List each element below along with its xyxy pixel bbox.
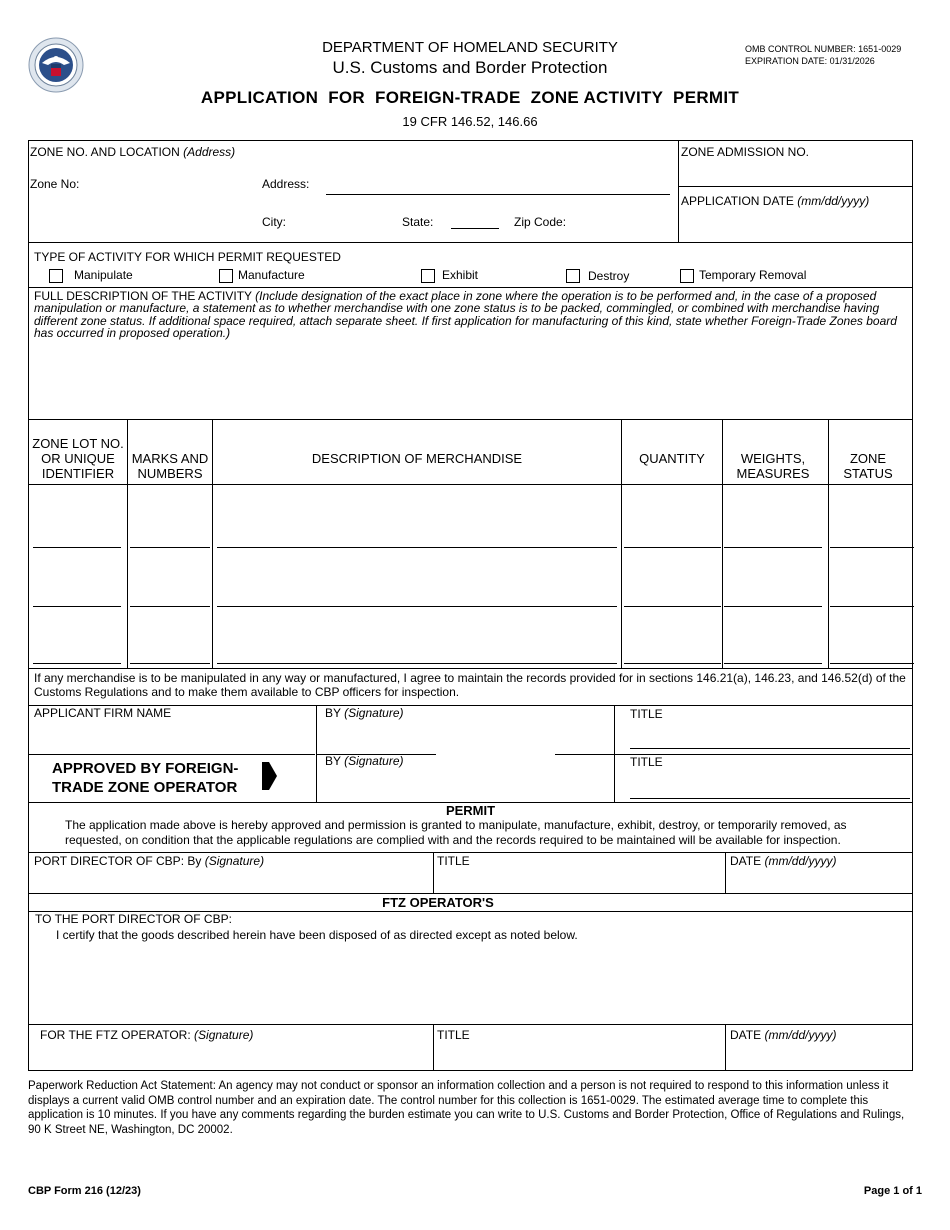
- expiration-date: EXPIRATION DATE: 01/31/2026: [745, 56, 875, 66]
- signature-hint: (Signature): [344, 754, 404, 768]
- divider-ftz-signature-top: [28, 1024, 913, 1025]
- activity-description-text: FULL DESCRIPTION OF THE ACTIVITY: [34, 289, 252, 303]
- frame-left: [28, 140, 29, 1071]
- ftz-title-label: TITLE: [437, 1028, 470, 1042]
- activity-type-label: TYPE OF ACTIVITY FOR WHICH PERMIT REQUESTED: [34, 250, 341, 264]
- applicant-firm-label: APPLICANT FIRM NAME: [34, 706, 172, 720]
- row3-quantity-field[interactable]: [624, 663, 721, 664]
- row3-status-field[interactable]: [830, 663, 914, 664]
- page-number: Page 1 of 1: [863, 1185, 922, 1197]
- arrow-right-icon: [260, 760, 278, 792]
- port-director-label: [34, 854, 264, 868]
- divider-table-top: [28, 419, 913, 420]
- row1-quantity-field[interactable]: [624, 547, 721, 548]
- row2-marks-field[interactable]: [130, 606, 210, 607]
- header-description: DESCRIPTION OF MERCHANDISE: [311, 451, 523, 466]
- checkbox-manipulate[interactable]: [49, 269, 63, 283]
- port-director-text: PORT DIRECTOR OF CBP: By: [34, 854, 202, 868]
- divider-agreement-top: [28, 668, 913, 669]
- activity-description-hint: (Include designation of the exact place in zone where the operation is to be performed and, in the case of a proposed manipulation or manufacture, a statement as to whether merchandise with one zone status is to be packed, commingled, or combined with merchandise having different zone status. If additional space required, attach separate sheet. If first application for manufacturing of this kind, state whether Foreign-Trade Zones board has occurred in proposed operation.): [34, 289, 897, 340]
- divider-activity-top: [28, 242, 913, 243]
- port-director-title-label: TITLE: [437, 854, 470, 868]
- permit-text: The application made above is hereby approved and permission is granted to manipulate, manufacture, exhibit, destroy, or temporarily removed, as requested, on condition that the applicable regulations are complied with and the records required to be maintained will be available for inspection.: [65, 818, 847, 847]
- table-col-divider: [828, 419, 829, 669]
- certify-statement: I certify that the goods described herein have been disposed of as directed except as noted below.: [56, 928, 578, 942]
- address-label: Address:: [262, 177, 310, 191]
- frame-top: [28, 140, 913, 141]
- date-hint: (mm/dd/yyyy): [764, 854, 837, 868]
- row1-weights-field[interactable]: [724, 547, 822, 548]
- applicant-firm-field[interactable]: [28, 754, 315, 755]
- divider-description-top: [28, 287, 913, 288]
- frame-bottom: [28, 1070, 913, 1071]
- signature-hint: (Signature): [204, 854, 265, 868]
- row2-description-field[interactable]: [217, 606, 617, 607]
- ftz-divider: [725, 1024, 726, 1071]
- operator-title-field[interactable]: [630, 798, 910, 799]
- zone-no-label: Zone No:: [30, 177, 80, 191]
- header-quantity: QUANTITY: [639, 451, 705, 466]
- date-hint: (mm/dd/yyyy): [764, 1028, 837, 1042]
- row1-description-field[interactable]: [217, 547, 617, 548]
- application-date-hint: (mm/dd/yyyy): [797, 194, 870, 208]
- application-date-label: [681, 194, 869, 208]
- checkbox-destroy[interactable]: [566, 269, 580, 283]
- cfr-reference: 19 CFR 146.52, 146.66: [402, 114, 538, 129]
- row2-weights-field[interactable]: [724, 606, 822, 607]
- address-field[interactable]: [326, 194, 670, 195]
- permit-divider: [433, 852, 434, 893]
- checkbox-exhibit[interactable]: [421, 269, 435, 283]
- ftz-operator-heading: FTZ OPERATOR'S: [382, 895, 494, 910]
- department-name: DEPARTMENT OF HOMELAND SECURITY: [322, 39, 618, 56]
- row3-description-field[interactable]: [217, 663, 617, 664]
- row1-zone-lot-field[interactable]: [33, 547, 121, 548]
- city-label: City:: [262, 215, 286, 229]
- row3-marks-field[interactable]: [130, 663, 210, 664]
- row3-weights-field[interactable]: [724, 663, 822, 664]
- records-agreement: If any merchandise is to be manipulated in any way or manufactured, I agree to maintain the records provided for in sections 146.21(a), 146.23, and 146.52(d) of the Customs Regulations and to make them available to CBP officers for inspection.: [34, 671, 906, 699]
- divider-port-director-top: [28, 852, 913, 853]
- zone-location-hint: (Address): [183, 145, 236, 159]
- applicant-title-label: TITLE: [630, 707, 663, 721]
- applicant-title-field[interactable]: [630, 748, 910, 749]
- zone-admission-field[interactable]: [678, 186, 912, 187]
- option-exhibit: Exhibit: [442, 268, 479, 282]
- option-destroy: Destroy: [588, 269, 630, 283]
- date-text: DATE: [730, 1028, 762, 1042]
- operator-title-label: TITLE: [630, 755, 663, 769]
- applicant-row-divider: [555, 754, 913, 755]
- row3-zone-lot-field[interactable]: [33, 663, 121, 664]
- to-port-director-label: TO THE PORT DIRECTOR OF CBP:: [35, 912, 232, 926]
- permit-divider: [725, 852, 726, 893]
- omb-control-number: OMB CONTROL NUMBER: 1651-0029: [745, 44, 902, 54]
- state-field[interactable]: [451, 228, 499, 229]
- agency-name: U.S. Customs and Border Protection: [332, 58, 608, 77]
- checkbox-temporary-removal[interactable]: [680, 269, 694, 283]
- dhs-seal-icon: [28, 37, 84, 93]
- header-zone-lot: ZONE LOT NO. OR UNIQUE IDENTIFIER: [32, 436, 124, 481]
- option-manufacture: Manufacture: [238, 268, 305, 282]
- zip-label: Zip Code:: [514, 215, 567, 229]
- row1-marks-field[interactable]: [130, 547, 210, 548]
- port-director-date-label: [730, 854, 836, 868]
- zone-location-text: ZONE NO. AND LOCATION: [30, 145, 180, 159]
- paperwork-reduction-statement: Paperwork Reduction Act Statement: An agency may not conduct or sponsor an information collection and a person is not required to respond to this information unless it displays a current valid OMB control number and an expiration date. The control number for this collection is 1651-0029. The estimated average time to complete this application is 10 minutes. If you have any comments regarding the burden estimate you can write to U.S. Customs and Border Protection, Office of Regulations and Rulings, 90 K Street NE, Washington, DC 20002.: [28, 1080, 905, 1136]
- header-zone-status: ZONE STATUS: [843, 451, 893, 481]
- row2-zone-lot-field[interactable]: [33, 606, 121, 607]
- state-label: State:: [402, 215, 434, 229]
- activity-description-label: [34, 290, 908, 339]
- date-text: DATE: [730, 854, 762, 868]
- application-date-text: APPLICATION DATE: [681, 194, 794, 208]
- applicant-by-label: [325, 706, 404, 720]
- omb-info: [745, 43, 901, 67]
- form-number: CBP Form 216 (12/23): [28, 1185, 141, 1197]
- zone-location-label: [30, 145, 235, 159]
- row1-status-field[interactable]: [830, 547, 914, 548]
- permit-heading: PERMIT: [445, 803, 496, 818]
- row2-status-field[interactable]: [830, 606, 914, 607]
- by-text: BY: [325, 754, 341, 768]
- option-manipulate: Manipulate: [74, 268, 133, 282]
- signature-hint: (Signature): [194, 1028, 254, 1042]
- divider-ftz-top: [28, 893, 913, 894]
- row2-quantity-field[interactable]: [624, 606, 721, 607]
- checkbox-manufacture[interactable]: [219, 269, 233, 283]
- for-ftz-operator-label: [40, 1028, 253, 1042]
- zone-admission-label: ZONE ADMISSION NO.: [681, 145, 810, 159]
- table-header-divider: [28, 484, 913, 485]
- operator-by-label: [325, 754, 404, 768]
- option-temporary-removal: Temporary Removal: [699, 268, 807, 282]
- zone-divider: [678, 140, 679, 243]
- ftz-date-label: [730, 1028, 836, 1042]
- header-weights-measures: WEIGHTS, MEASURES: [736, 451, 810, 481]
- approved-by-operator: APPROVED BY FOREIGN-TRADE ZONE OPERATOR: [52, 760, 239, 796]
- table-col-divider: [722, 419, 723, 669]
- for-ftz-text: FOR THE FTZ OPERATOR:: [40, 1028, 191, 1042]
- form-title: APPLICATION FOR FOREIGN-TRADE ZONE ACTIVITY PERMIT: [200, 88, 740, 107]
- by-text: BY: [325, 706, 341, 720]
- header-marks-numbers: MARKS AND NUMBERS: [131, 451, 209, 481]
- signature-hint: (Signature): [344, 706, 404, 720]
- ftz-divider: [433, 1024, 434, 1071]
